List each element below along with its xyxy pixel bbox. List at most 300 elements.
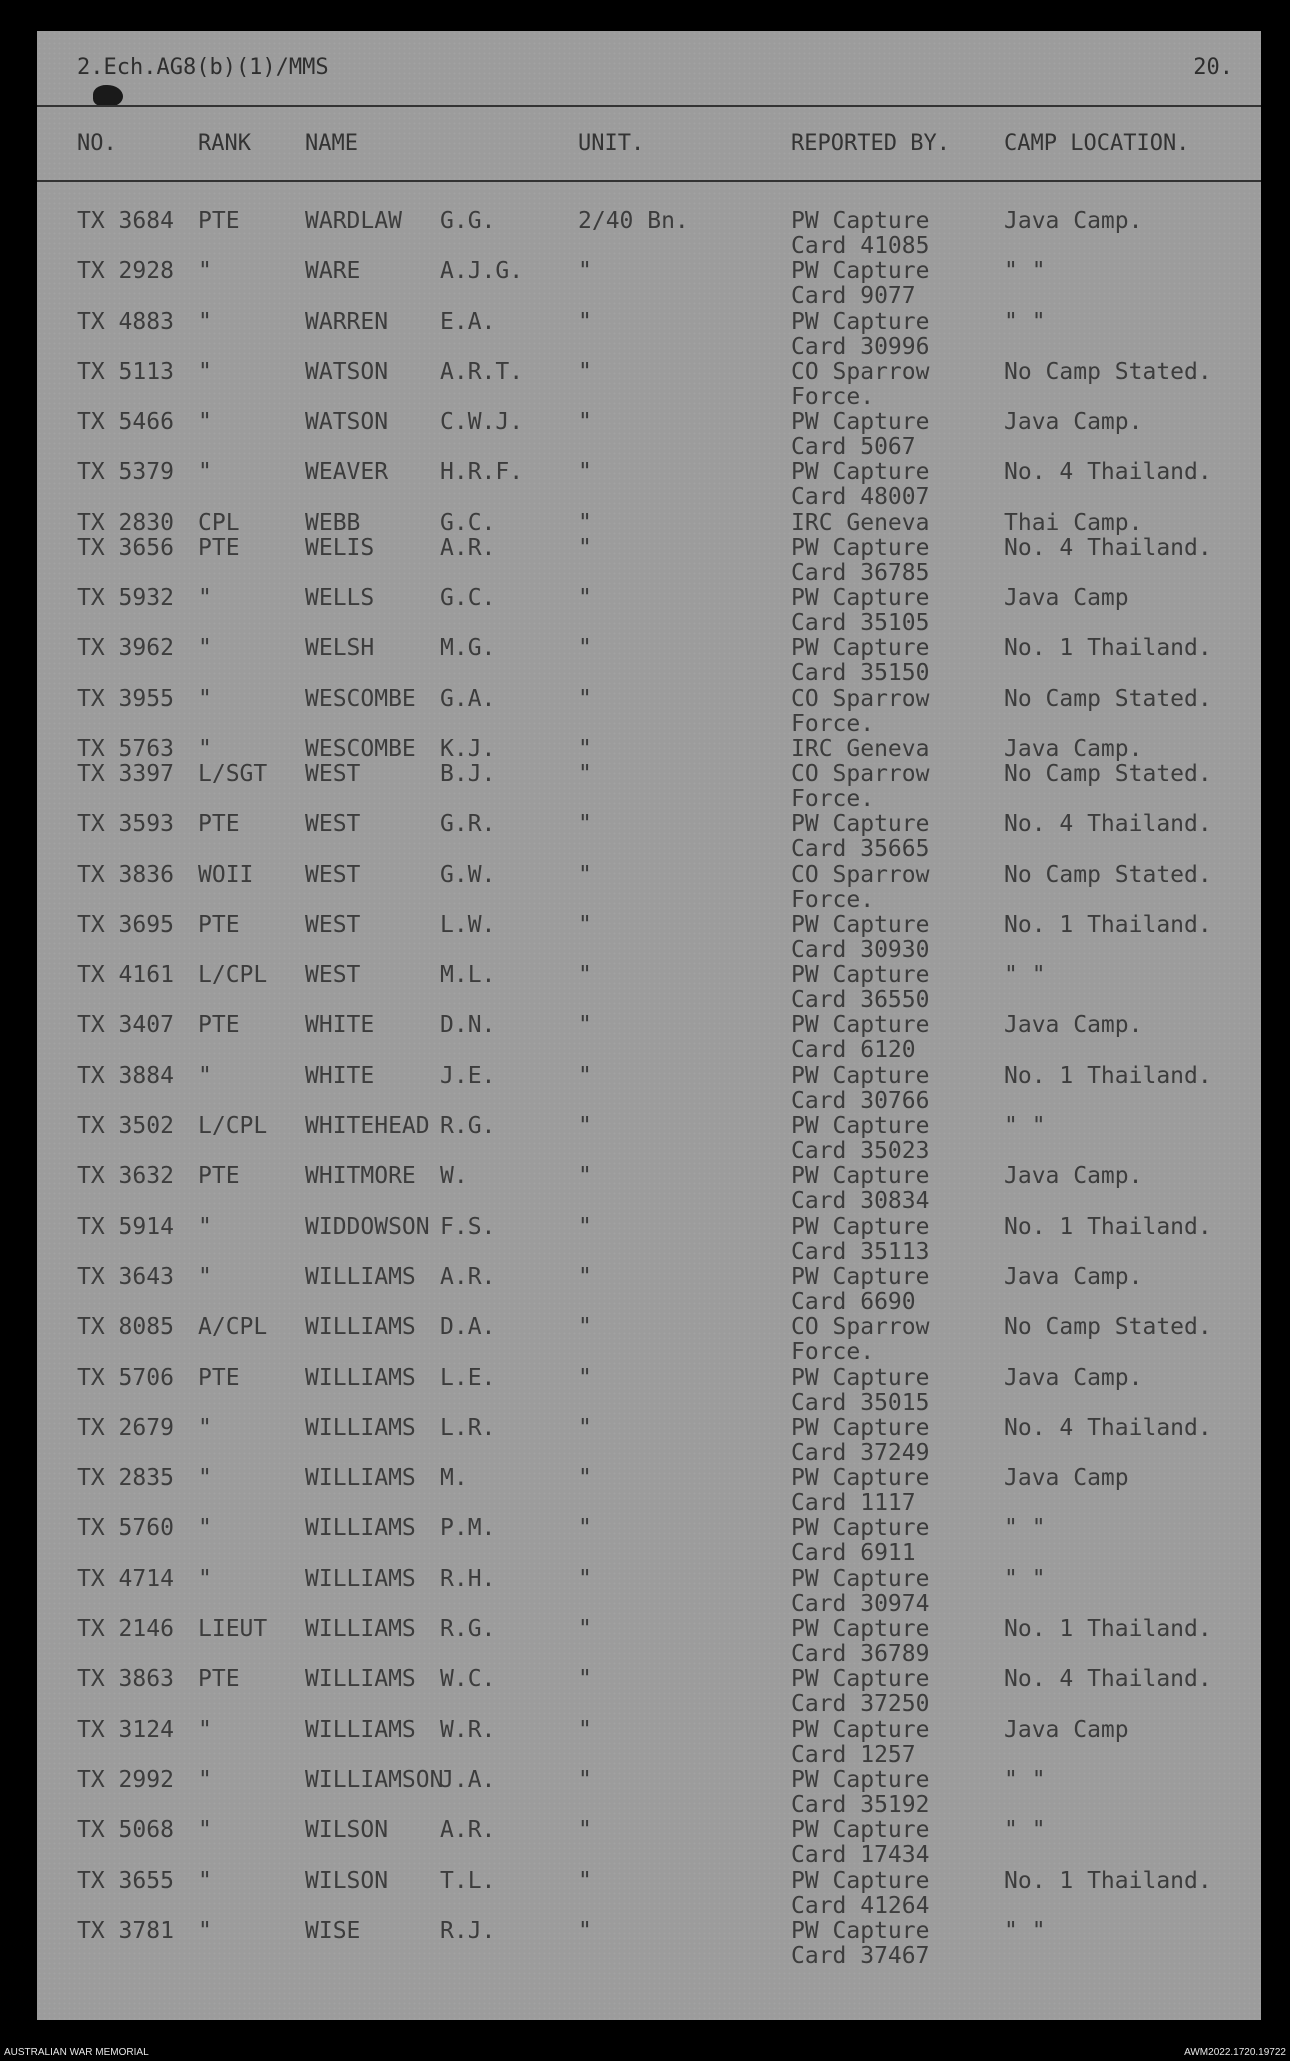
reported-by-cell: PW Capture	[791, 459, 930, 486]
service-number-cell: TX 2992	[77, 1766, 174, 1793]
reported-by-detail-cell: Card 35113	[791, 1238, 930, 1265]
roll-list	[37, 209, 1261, 1969]
reported-by-detail-cell: Card 41085	[791, 233, 930, 259]
initials-cell: D.N.	[440, 1012, 496, 1039]
reported-by-cell: PW Capture	[791, 1113, 930, 1140]
surname-cell: WILLIAMS	[305, 1515, 416, 1542]
initials-cell: A.R.	[440, 534, 496, 561]
camp-location-cell: " "	[1004, 1565, 1046, 1592]
table-row	[37, 1466, 1261, 1516]
page-number: 20.	[1193, 55, 1233, 80]
reported-by-cell: PW Capture	[791, 1716, 930, 1743]
reported-by-cell: PW Capture	[791, 635, 930, 662]
reported-by-cell: PW Capture	[791, 534, 930, 561]
initials-cell: M.G.	[440, 635, 496, 662]
camp-location-cell: No Camp Stated.	[1004, 861, 1212, 888]
table-row	[37, 1265, 1261, 1315]
reported-by-detail-cell: Card 30766	[791, 1087, 930, 1114]
table-row	[37, 536, 1261, 586]
camp-location-cell: " "	[1004, 1917, 1046, 1944]
initials-cell: D.A.	[440, 1314, 496, 1341]
rank-cell: L/CPL	[198, 1113, 268, 1140]
service-number-cell: TX 5763	[77, 735, 174, 762]
unit-cell: "	[578, 585, 592, 612]
reported-by-cell: CO Sparrow	[791, 1314, 930, 1341]
reported-by-cell: CO Sparrow	[791, 760, 930, 787]
rank-cell: "	[198, 1565, 212, 1592]
surname-cell: WHITEHEAD	[305, 1113, 430, 1140]
initials-cell: W.	[440, 1163, 468, 1190]
table-row	[37, 812, 1261, 862]
reported-by-detail-cell: Card 35023	[791, 1138, 930, 1165]
unit-cell: "	[578, 1163, 592, 1190]
reported-by-detail-cell: Card 6690	[791, 1288, 916, 1315]
unit-cell: "	[578, 1263, 592, 1290]
reported-by-detail-cell: Card 9077	[791, 283, 916, 310]
service-number-cell: TX 3684	[77, 208, 174, 234]
rank-cell: "	[198, 1716, 212, 1743]
camp-location-cell: " "	[1004, 1766, 1046, 1793]
column-header-unit: UNIT.	[578, 131, 645, 156]
rank-cell: "	[198, 1817, 212, 1844]
reported-by-cell: PW Capture	[791, 1012, 930, 1039]
camp-location-cell: " "	[1004, 1113, 1046, 1140]
table-row	[37, 1567, 1261, 1617]
service-number-cell: TX 5068	[77, 1817, 174, 1844]
rank-cell: "	[198, 459, 212, 486]
camp-location-cell: Java Camp.	[1004, 735, 1143, 762]
service-number-cell: TX 2835	[77, 1465, 174, 1492]
surname-cell: WESCOMBE	[305, 685, 416, 712]
reported-by-detail-cell: Card 30930	[791, 936, 930, 963]
table-row	[37, 1416, 1261, 1466]
rank-cell: "	[198, 1515, 212, 1542]
rank-cell: "	[198, 1465, 212, 1492]
surname-cell: WILSON	[305, 1817, 389, 1844]
table-row	[37, 360, 1261, 410]
initials-cell: G.G.	[440, 208, 496, 234]
table-row	[37, 1718, 1261, 1768]
reported-by-cell: PW Capture	[791, 1666, 930, 1693]
rank-cell: PTE	[198, 1364, 240, 1391]
footer-accession-number: AWM2022.1720.19722	[1184, 2047, 1286, 2058]
initials-cell: A.R.	[440, 1817, 496, 1844]
table-row	[37, 1064, 1261, 1114]
surname-cell: WATSON	[305, 358, 389, 385]
document-page	[37, 31, 1261, 2020]
rank-cell: "	[198, 308, 212, 335]
reported-by-detail-cell: Card 35105	[791, 610, 930, 637]
table-row	[37, 913, 1261, 963]
service-number-cell: TX 8085	[77, 1314, 174, 1341]
table-row	[37, 1919, 1261, 1969]
table-row	[37, 1164, 1261, 1214]
service-number-cell: TX 3632	[77, 1163, 174, 1190]
reported-by-cell: PW Capture	[791, 962, 930, 989]
initials-cell: J.A.	[440, 1766, 496, 1793]
initials-cell: P.M.	[440, 1515, 496, 1542]
service-number-cell: TX 3955	[77, 685, 174, 712]
table-row	[37, 737, 1261, 762]
camp-location-cell: No. 1 Thailand.	[1004, 1616, 1212, 1643]
service-number-cell: TX 2679	[77, 1414, 174, 1441]
reported-by-cell: PW Capture	[791, 811, 930, 838]
reported-by-detail-cell: Card 17434	[791, 1842, 930, 1869]
surname-cell: WILLIAMS	[305, 1414, 416, 1441]
reported-by-detail-cell: Card 36785	[791, 559, 930, 586]
initials-cell: R.G.	[440, 1616, 496, 1643]
table-row	[37, 1516, 1261, 1566]
service-number-cell: TX 5932	[77, 585, 174, 612]
rank-cell: "	[198, 1213, 212, 1240]
unit-cell: "	[578, 811, 592, 838]
surname-cell: WILLIAMS	[305, 1666, 416, 1693]
reported-by-detail-cell: Card 1257	[791, 1741, 916, 1768]
unit-cell: "	[578, 1213, 592, 1240]
reported-by-detail-cell: Card 1117	[791, 1490, 916, 1517]
rank-cell: "	[198, 1062, 212, 1089]
surname-cell: WIDDOWSON	[305, 1213, 430, 1240]
service-number-cell: TX 3781	[77, 1917, 174, 1944]
service-number-cell: TX 3656	[77, 534, 174, 561]
table-row	[37, 410, 1261, 460]
initials-cell: G.A.	[440, 685, 496, 712]
unit-cell: "	[578, 1817, 592, 1844]
camp-location-cell: No. 1 Thailand.	[1004, 1062, 1212, 1089]
service-number-cell: TX 3502	[77, 1113, 174, 1140]
reported-by-detail-cell: Card 37467	[791, 1942, 930, 1969]
reported-by-cell: PW Capture	[791, 1917, 930, 1944]
camp-location-cell: No Camp Stated.	[1004, 760, 1212, 787]
initials-cell: G.C.	[440, 509, 496, 536]
service-number-cell: TX 4161	[77, 962, 174, 989]
initials-cell: K.J.	[440, 735, 496, 762]
reported-by-cell: PW Capture	[791, 1867, 930, 1894]
reported-by-cell: PW Capture	[791, 1465, 930, 1492]
table-row	[37, 209, 1261, 259]
table-row	[37, 1869, 1261, 1919]
service-number-cell: TX 3124	[77, 1716, 174, 1743]
initials-cell: A.R.	[440, 1263, 496, 1290]
camp-location-cell: No. 4 Thailand.	[1004, 534, 1212, 561]
camp-location-cell: No. 4 Thailand.	[1004, 811, 1212, 838]
surname-cell: WATSON	[305, 409, 389, 436]
table-row	[37, 1315, 1261, 1365]
reported-by-detail-cell: Card 36789	[791, 1641, 930, 1668]
reported-by-detail-cell: Card 37250	[791, 1691, 930, 1718]
rank-cell: "	[198, 1917, 212, 1944]
surname-cell: WISE	[305, 1917, 361, 1944]
table-row	[37, 1215, 1261, 1265]
table-row	[37, 1114, 1261, 1164]
camp-location-cell: No Camp Stated.	[1004, 358, 1212, 385]
camp-location-cell: " "	[1004, 962, 1046, 989]
reported-by-cell: CO Sparrow	[791, 861, 930, 888]
reported-by-detail-cell: Card 48007	[791, 484, 930, 511]
reported-by-cell: PW Capture	[791, 1213, 930, 1240]
table-row	[37, 1013, 1261, 1063]
surname-cell: WEST	[305, 760, 361, 787]
reported-by-detail-cell: Card 41264	[791, 1892, 930, 1919]
footer-source: AUSTRALIAN WAR MEMORIAL	[4, 2047, 149, 2058]
table-row	[37, 963, 1261, 1013]
rank-cell: "	[198, 258, 212, 285]
surname-cell: WEST	[305, 911, 361, 938]
surname-cell: WARREN	[305, 308, 389, 335]
initials-cell: G.C.	[440, 585, 496, 612]
column-header-reported-by: REPORTED BY.	[791, 131, 950, 156]
unit-cell: "	[578, 1515, 592, 1542]
reported-by-cell: PW Capture	[791, 208, 930, 234]
rank-cell: L/SGT	[198, 760, 268, 787]
initials-cell: L.W.	[440, 911, 496, 938]
reported-by-detail-cell: Card 30974	[791, 1590, 930, 1617]
surname-cell: WILSON	[305, 1867, 389, 1894]
camp-location-cell: Java Camp.	[1004, 1364, 1143, 1391]
camp-location-cell: Java Camp.	[1004, 1012, 1143, 1039]
reported-by-cell: PW Capture	[791, 1062, 930, 1089]
rank-cell: PTE	[198, 1163, 240, 1190]
table-row	[37, 863, 1261, 913]
unit-cell: "	[578, 1012, 592, 1039]
column-header-camp-location: CAMP LOCATION.	[1004, 131, 1190, 156]
surname-cell: WILLIAMS	[305, 1465, 416, 1492]
camp-location-cell: No Camp Stated.	[1004, 685, 1212, 712]
column-header-rank: RANK	[198, 131, 251, 156]
table-row	[37, 1617, 1261, 1667]
camp-location-cell: Java Camp	[1004, 585, 1129, 612]
initials-cell: B.J.	[440, 760, 496, 787]
service-number-cell: TX 5466	[77, 409, 174, 436]
surname-cell: WHITE	[305, 1012, 375, 1039]
service-number-cell: TX 4883	[77, 308, 174, 335]
rank-cell: WOII	[198, 861, 254, 888]
service-number-cell: TX 3863	[77, 1666, 174, 1693]
table-row	[37, 460, 1261, 510]
camp-location-cell: No. 4 Thailand.	[1004, 1666, 1212, 1693]
reported-by-detail-cell: Force.	[791, 383, 875, 410]
reported-by-cell: CO Sparrow	[791, 685, 930, 712]
surname-cell: WILLIAMSON	[305, 1766, 444, 1793]
surname-cell: WHITMORE	[305, 1163, 416, 1190]
surname-cell: WARDLAW	[305, 208, 402, 234]
rank-cell: "	[198, 635, 212, 662]
reported-by-cell: PW Capture	[791, 409, 930, 436]
rank-cell: CPL	[198, 509, 240, 536]
reported-by-detail-cell: Card 35192	[791, 1791, 930, 1818]
reported-by-cell: PW Capture	[791, 585, 930, 612]
reported-by-detail-cell: Card 6911	[791, 1540, 916, 1567]
initials-cell: E.A.	[440, 308, 496, 335]
reported-by-detail-cell: Card 36550	[791, 987, 930, 1014]
camp-location-cell: No. 4 Thailand.	[1004, 459, 1212, 486]
surname-cell: WILLIAMS	[305, 1616, 416, 1643]
camp-location-cell: " "	[1004, 258, 1046, 285]
reported-by-cell: PW Capture	[791, 258, 930, 285]
camp-location-cell: No. 1 Thailand.	[1004, 635, 1212, 662]
unit-cell: "	[578, 760, 592, 787]
reported-by-detail-cell: Card 37249	[791, 1439, 930, 1466]
unit-cell: "	[578, 1917, 592, 1944]
header-rule-top	[37, 105, 1261, 107]
unit-cell: "	[578, 685, 592, 712]
initials-cell: T.L.	[440, 1867, 496, 1894]
reported-by-detail-cell: Card 35015	[791, 1389, 930, 1416]
rank-cell: PTE	[198, 911, 240, 938]
surname-cell: WEAVER	[305, 459, 389, 486]
camp-location-cell: No. 1 Thailand.	[1004, 1867, 1212, 1894]
camp-location-cell: " "	[1004, 1817, 1046, 1844]
camp-location-cell: No. 4 Thailand.	[1004, 1414, 1212, 1441]
reported-by-cell: IRC Geneva	[791, 509, 930, 536]
reported-by-cell: PW Capture	[791, 1766, 930, 1793]
initials-cell: R.G.	[440, 1113, 496, 1140]
surname-cell: WELSH	[305, 635, 375, 662]
surname-cell: WEST	[305, 861, 361, 888]
unit-cell: "	[578, 1062, 592, 1089]
rank-cell: PTE	[198, 208, 240, 234]
surname-cell: WEST	[305, 811, 361, 838]
reported-by-detail-cell: Card 30996	[791, 333, 930, 360]
surname-cell: WILLIAMS	[305, 1716, 416, 1743]
service-number-cell: TX 3643	[77, 1263, 174, 1290]
rank-cell: "	[198, 358, 212, 385]
column-header-name: NAME	[305, 131, 358, 156]
table-row	[37, 1818, 1261, 1868]
camp-location-cell: Java Camp.	[1004, 1163, 1143, 1190]
camp-location-cell: " "	[1004, 308, 1046, 335]
surname-cell: WHITE	[305, 1062, 375, 1089]
initials-cell: C.W.J.	[440, 409, 524, 436]
camp-location-cell: Java Camp	[1004, 1465, 1129, 1492]
unit-cell: "	[578, 1716, 592, 1743]
unit-cell: "	[578, 911, 592, 938]
surname-cell: WILLIAMS	[305, 1364, 416, 1391]
rank-cell: PTE	[198, 1012, 240, 1039]
reported-by-cell: PW Capture	[791, 1364, 930, 1391]
service-number-cell: TX 2928	[77, 258, 174, 285]
unit-cell: "	[578, 308, 592, 335]
table-row	[37, 636, 1261, 686]
unit-cell: "	[578, 1666, 592, 1693]
reported-by-detail-cell: Card 35665	[791, 836, 930, 863]
reported-by-detail-cell: Force.	[791, 785, 875, 812]
reported-by-detail-cell: Card 30834	[791, 1188, 930, 1215]
service-number-cell: TX 5914	[77, 1213, 174, 1240]
initials-cell: L.R.	[440, 1414, 496, 1441]
surname-cell: WILLIAMS	[305, 1263, 416, 1290]
unit-cell: "	[578, 1113, 592, 1140]
header-rule-bottom	[37, 180, 1261, 182]
camp-location-cell: Java Camp	[1004, 1716, 1129, 1743]
initials-cell: W.R.	[440, 1716, 496, 1743]
table-row	[37, 1667, 1261, 1717]
initials-cell: W.C.	[440, 1666, 496, 1693]
initials-cell: F.S.	[440, 1213, 496, 1240]
rank-cell: "	[198, 1766, 212, 1793]
initials-cell: M.	[440, 1465, 468, 1492]
service-number-cell: TX 2146	[77, 1616, 174, 1643]
table-row	[37, 1366, 1261, 1416]
reported-by-cell: PW Capture	[791, 1163, 930, 1190]
rank-cell: "	[198, 1414, 212, 1441]
column-header-no: NO.	[77, 131, 117, 156]
surname-cell: WILLIAMS	[305, 1565, 416, 1592]
table-row	[37, 586, 1261, 636]
reported-by-detail-cell: Card 6120	[791, 1037, 916, 1064]
reported-by-cell: IRC Geneva	[791, 735, 930, 762]
unit-cell: "	[578, 1314, 592, 1341]
table-row	[37, 1768, 1261, 1818]
service-number-cell: TX 3593	[77, 811, 174, 838]
initials-cell: G.W.	[440, 861, 496, 888]
ink-blot	[93, 85, 123, 107]
camp-location-cell: Java Camp.	[1004, 1263, 1143, 1290]
table-row	[37, 762, 1261, 812]
unit-cell: "	[578, 1616, 592, 1643]
rank-cell: PTE	[198, 534, 240, 561]
surname-cell: WEBB	[305, 509, 361, 536]
reported-by-detail-cell: Force.	[791, 886, 875, 913]
rank-cell: "	[198, 685, 212, 712]
unit-cell: "	[578, 1565, 592, 1592]
unit-cell: "	[578, 962, 592, 989]
rank-cell: A/CPL	[198, 1314, 268, 1341]
initials-cell: A.J.G.	[440, 258, 524, 285]
reported-by-cell: PW Capture	[791, 1515, 930, 1542]
initials-cell: L.E.	[440, 1364, 496, 1391]
rank-cell: L/CPL	[198, 962, 268, 989]
rank-cell: "	[198, 1867, 212, 1894]
initials-cell: R.J.	[440, 1917, 496, 1944]
unit-cell: "	[578, 1867, 592, 1894]
reported-by-detail-cell: Card 35150	[791, 660, 930, 687]
reported-by-cell: PW Capture	[791, 1565, 930, 1592]
unit-cell: "	[578, 459, 592, 486]
initials-cell: G.R.	[440, 811, 496, 838]
service-number-cell: TX 5113	[77, 358, 174, 385]
surname-cell: WELIS	[305, 534, 375, 561]
initials-cell: H.R.F.	[440, 459, 524, 486]
reported-by-cell: PW Capture	[791, 308, 930, 335]
reported-by-cell: PW Capture	[791, 1817, 930, 1844]
surname-cell: WEST	[305, 962, 361, 989]
rank-cell: "	[198, 409, 212, 436]
initials-cell: A.R.T.	[440, 358, 524, 385]
service-number-cell: TX 2830	[77, 509, 174, 536]
reported-by-detail-cell: Force.	[791, 710, 875, 737]
service-number-cell: TX 3655	[77, 1867, 174, 1894]
initials-cell: J.E.	[440, 1062, 496, 1089]
service-number-cell: TX 3836	[77, 861, 174, 888]
unit-cell: "	[578, 1414, 592, 1441]
service-number-cell: TX 5706	[77, 1364, 174, 1391]
unit-cell: "	[578, 534, 592, 561]
service-number-cell: TX 5379	[77, 459, 174, 486]
service-number-cell: TX 3397	[77, 760, 174, 787]
camp-location-cell: Java Camp.	[1004, 208, 1143, 234]
surname-cell: WELLS	[305, 585, 375, 612]
unit-cell: "	[578, 1465, 592, 1492]
unit-cell: "	[578, 635, 592, 662]
camp-location-cell: No Camp Stated.	[1004, 1314, 1212, 1341]
reported-by-cell: PW Capture	[791, 1616, 930, 1643]
rank-cell: PTE	[198, 1666, 240, 1693]
unit-cell: 2/40 Bn.	[578, 208, 689, 234]
rank-cell: "	[198, 735, 212, 762]
rank-cell: "	[198, 1263, 212, 1290]
surname-cell: WILLIAMS	[305, 1314, 416, 1341]
